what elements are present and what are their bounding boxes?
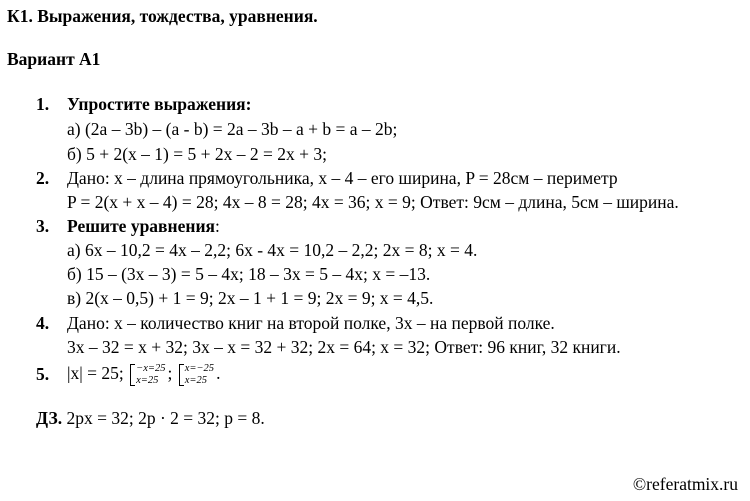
homework-label: ДЗ. — [36, 408, 63, 428]
task-number: 4. — [36, 313, 50, 333]
variant-label: Вариант А1 — [7, 49, 101, 69]
task-line: Дано: x – количество книг на второй полке, 3x – на первой полке. — [67, 313, 555, 333]
equation-system-1 — [130, 363, 165, 387]
task-title: Решите уравнения — [67, 216, 215, 236]
task-5-content — [67, 358, 220, 388]
task-title-row — [67, 214, 220, 238]
task-title-suffix: : — [215, 216, 220, 236]
task-number: 5. — [36, 364, 50, 384]
system-row: x=−25 — [184, 362, 215, 374]
separator: ; — [167, 363, 173, 383]
system-row: x=25 — [136, 374, 159, 386]
equation-system-2 — [179, 363, 214, 387]
copyright: ©referatmix.ru — [632, 474, 738, 494]
task-number: 1. — [36, 94, 50, 114]
abs-expression: |x| = 25; — [67, 363, 124, 383]
homework-text: 2px = 32; 2p · 2 = 32; p = 8. — [66, 408, 265, 428]
system-row: −x=25 — [136, 362, 166, 374]
task-line: P = 2(x + x – 4) = 28; 4x – 8 = 28; 4x = 36; x = 9; Ответ: 9см – длина, 5см – ширина. — [67, 192, 679, 212]
task-line: 3x – 32 = x + 32; 3x – x = 32 + 32; 2x = 64; x = 32; Ответ: 96 книг, 32 книги. — [67, 337, 621, 357]
task-line: Дано: x – длина прямоугольника, x – 4 – его ширина, P = 28см – периметр — [67, 168, 618, 188]
system-row: x=25 — [184, 374, 207, 386]
page-title: К1. Выражения, тождества, уравнения. — [7, 6, 318, 26]
homework — [36, 406, 265, 430]
task-title: Упростите выражения: — [67, 94, 252, 114]
task-number: 3. — [36, 216, 50, 236]
end-mark: . — [216, 363, 221, 383]
task-line: а) 6x – 10,2 = 4x – 2,2; 6x - 4x = 10,2 – 2,2; 2x = 8; x = 4. — [67, 240, 478, 260]
task-number: 2. — [36, 168, 50, 188]
task-line: в) 2(x – 0,5) + 1 = 9; 2x – 1 + 1 = 9; 2x = 9; x = 4,5. — [67, 288, 434, 308]
task-line: а) (2a – 3b) – (a - b) = 2a – 3b – a + b = a – 2b; — [67, 119, 398, 139]
task-line: б) 15 – (3x – 3) = 5 – 4x; 18 – 3x = 5 – 4x; x = –13. — [67, 264, 431, 284]
task-line: б) 5 + 2(x – 1) = 5 + 2x – 2 = 2x + 3; — [67, 144, 327, 164]
